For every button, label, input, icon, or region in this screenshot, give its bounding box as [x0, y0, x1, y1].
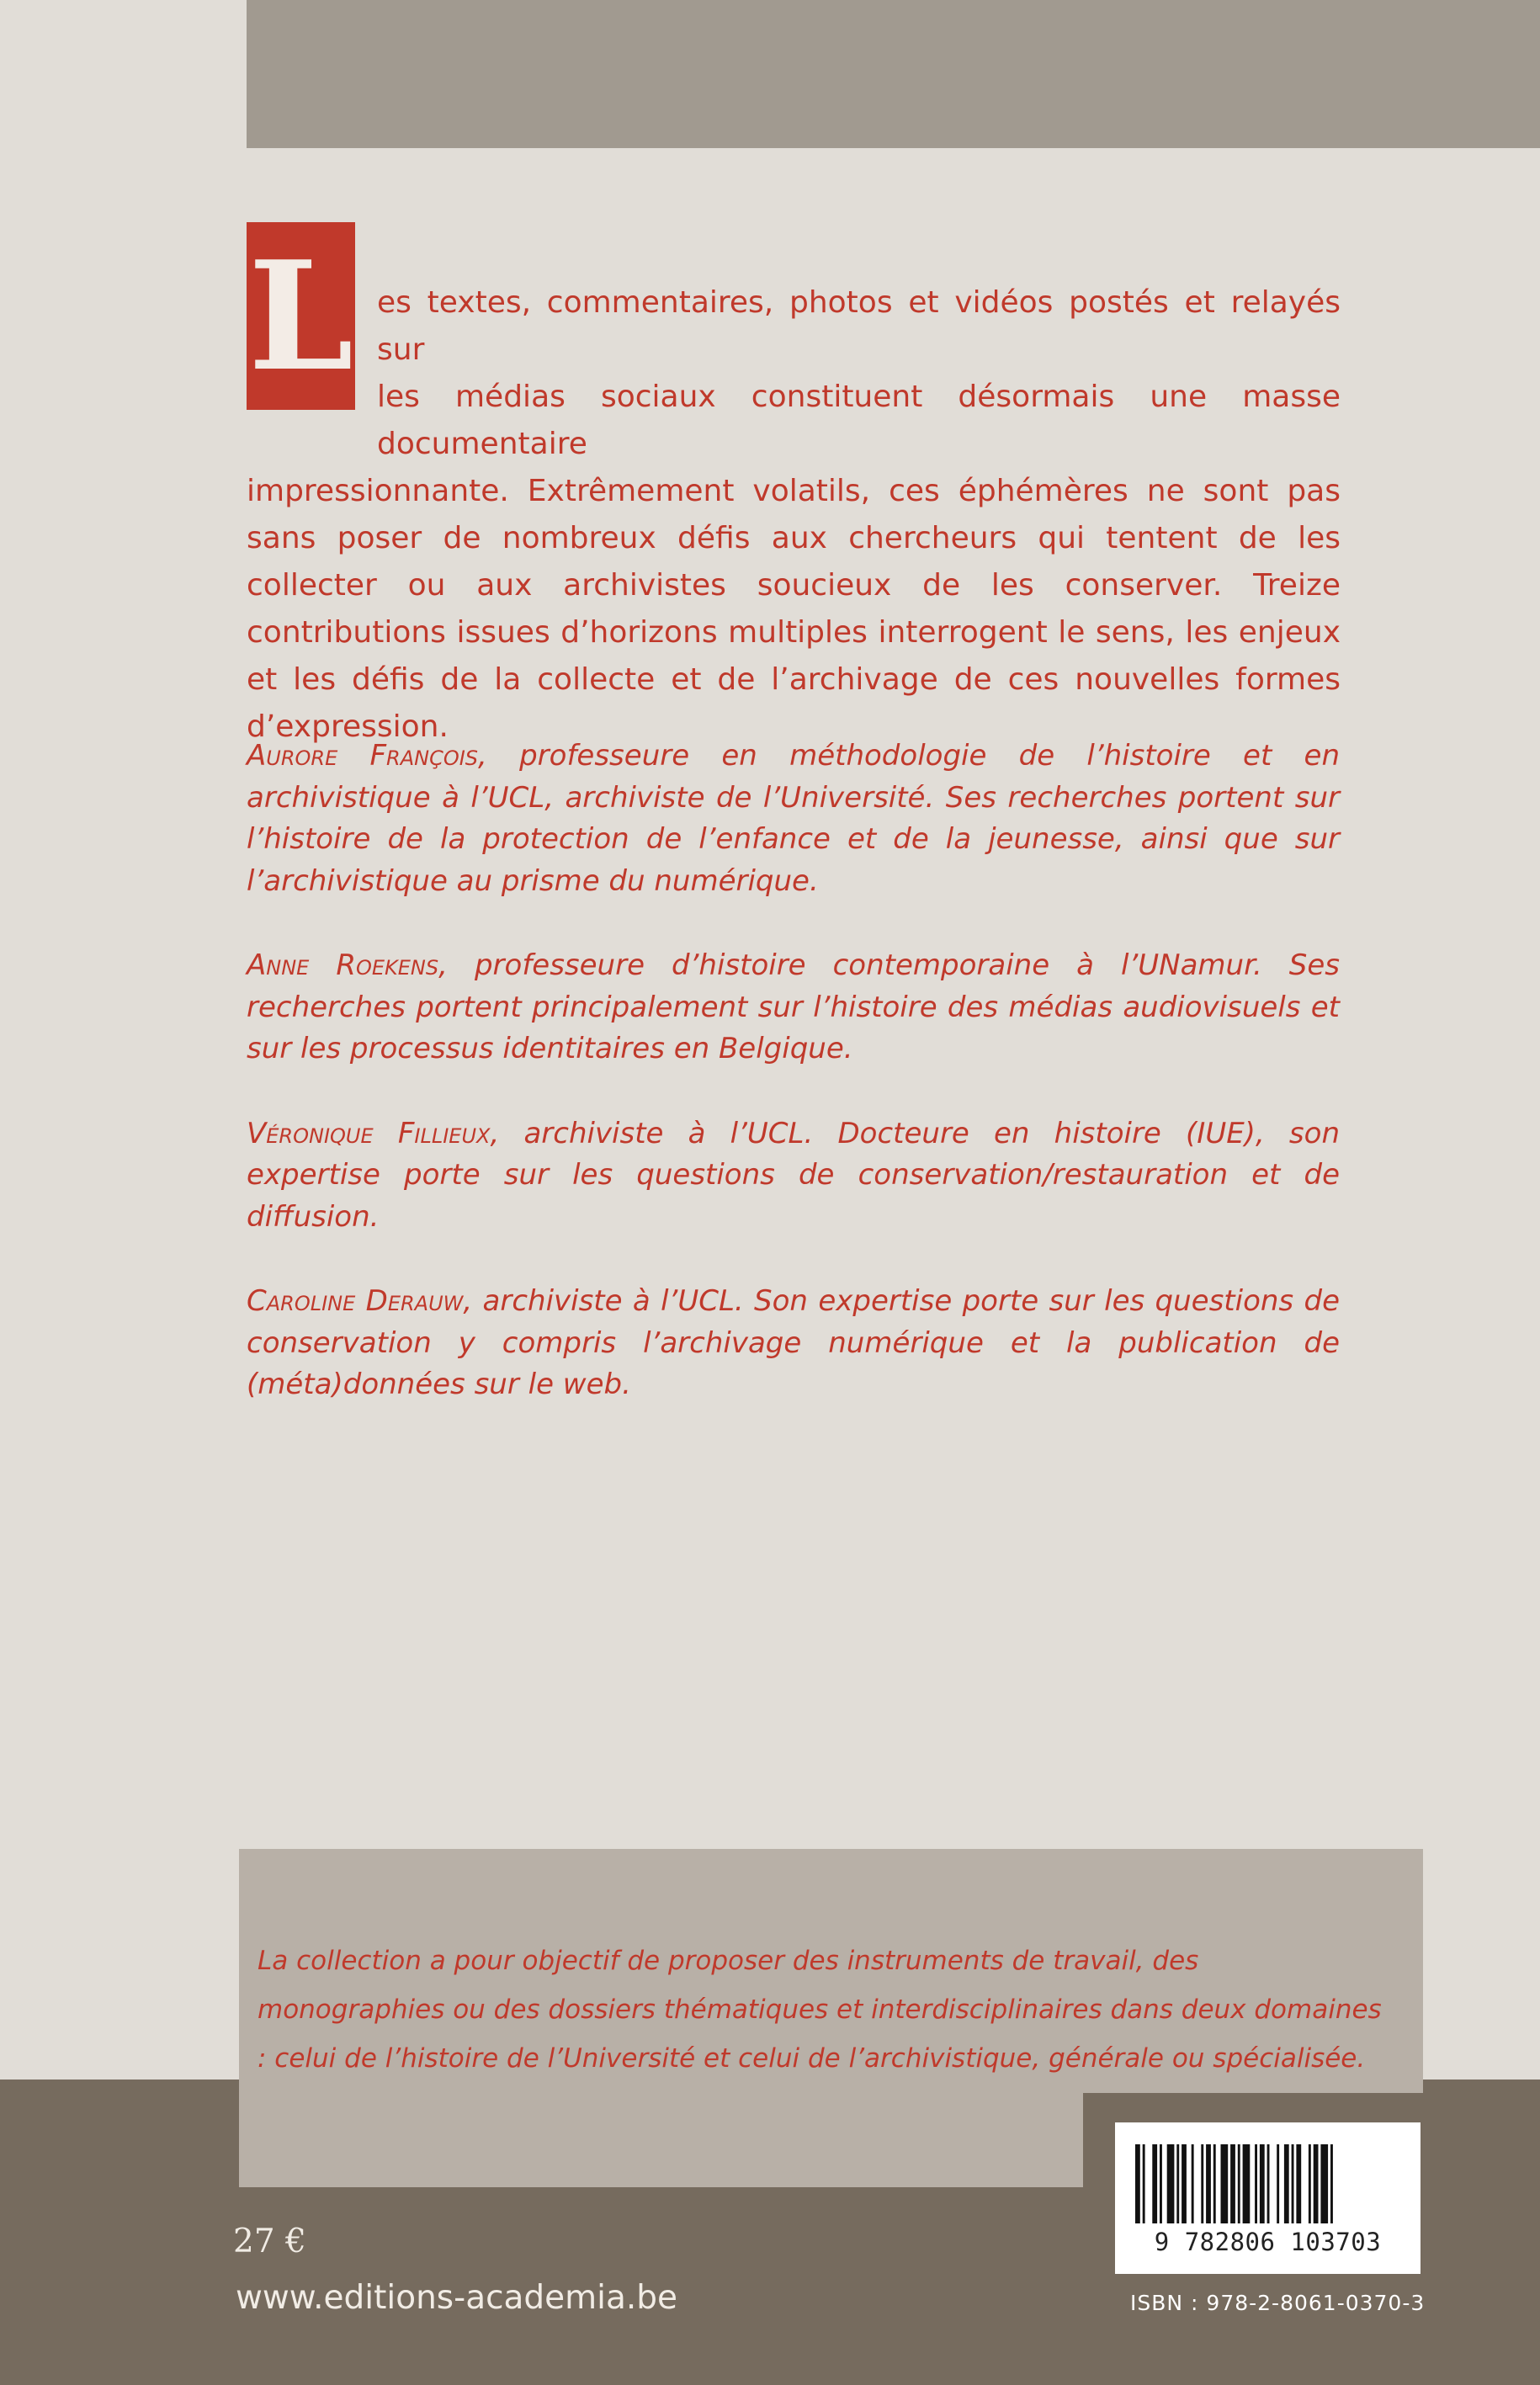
bio-aurore-francois — [247, 736, 1340, 902]
barcode-bar — [1320, 2144, 1328, 2223]
barcode-bar — [1160, 2144, 1162, 2223]
barcode-bar — [1135, 2144, 1140, 2223]
barcode-digits: 9 782806 103703 — [1154, 2228, 1382, 2256]
barcode-bar — [1260, 2144, 1265, 2223]
barcode-bar — [1296, 2144, 1301, 2223]
barcode-bar — [1206, 2144, 1211, 2223]
author-name: Véronique Fillieux — [247, 1116, 491, 1150]
author-name: Anne Roekens — [247, 948, 439, 982]
intro-rest: impressionnante. Extrêmement volatils, ces éphémères ne sont pas sans poser de nombreux défis aux chercheurs qui tentent de les collecter ou aux archivistes soucieux de les conserver. Treize contributions issues d’horizons multiples interrogent le sens, les enjeux et les défis de la collecte et de l’archivage de ces nouvelles formes d’expression. — [247, 474, 1341, 744]
drop-cap-letter: L — [247, 228, 354, 404]
barcode-bar — [1176, 2144, 1179, 2223]
author-bio-text: , archiviste à l’UCL. Docteure en histoire (IUE), son expertise porte sur les questions de conservation/restauration et de diffusion. — [247, 1116, 1340, 1234]
isbn: ISBN : 978-2-8061-0370-3 — [1130, 2291, 1426, 2315]
bio-veronique-fillieux — [247, 1113, 1340, 1239]
barcode-bar — [1213, 2144, 1216, 2223]
intro-line-2: les médias sociaux constituent désormais une masse documentaire — [377, 380, 1341, 461]
barcode-bar — [1255, 2144, 1257, 2223]
barcode-bar — [1201, 2144, 1203, 2223]
barcode-bar — [1267, 2144, 1270, 2223]
author-bio-text: , professeure d’histoire contemporaine à l’UNamur. Ses recherches portent principalement sur l’histoire des médias audiovisuels et sur les processus identitaires en Belgique. — [247, 948, 1340, 1065]
barcode-bar — [1221, 2144, 1229, 2223]
barcode-bar — [1238, 2144, 1240, 2223]
collection-description: La collection a pour objectif de proposer des instruments de travail, des monographies ou des dossiers thématiques et interdisciplinaires dans deux domaines : celui de l’histoire de l’Université et celui de l’archivistique, générale ou spécialisée. — [258, 1946, 1382, 2074]
barcode-bar — [1192, 2144, 1194, 2223]
intro-line-1: es textes, commentaires, photos et vidéos postés et relayés sur — [377, 285, 1341, 367]
bio-anne-roekens — [247, 945, 1340, 1070]
bio-caroline-derauw — [247, 1281, 1340, 1406]
author-bio-text: , professeure en méthodologie de l’histoire et en archivistique à l’UCL, archiviste de l’Université. Ses recherches portent sur l’histoire de la protection de l’enfance et de la jeunesse, ainsi que sur l’archivistique au prisme du numérique. — [247, 739, 1341, 898]
barcode-bar — [1314, 2144, 1319, 2223]
barcode-bar — [1182, 2144, 1187, 2223]
price: 27 € — [233, 2223, 306, 2260]
barcode-bar — [1330, 2144, 1333, 2223]
barcode-bar — [1284, 2144, 1289, 2223]
barcode-bar — [1277, 2144, 1279, 2223]
barcode — [1115, 2122, 1421, 2274]
barcode-bar — [1143, 2144, 1145, 2223]
barcode-bar — [1152, 2144, 1157, 2223]
author-name: Aurore François — [247, 739, 479, 773]
author-name: Caroline Derauw — [247, 1284, 464, 1318]
barcode-bar — [1230, 2144, 1235, 2223]
barcode-bar — [1292, 2144, 1294, 2223]
intro-paragraph — [247, 279, 1341, 751]
author-bios — [247, 736, 1340, 1449]
top-band — [247, 0, 1540, 148]
barcode-bar — [1243, 2144, 1251, 2223]
publisher-website: www.editions-academia.be — [236, 2279, 678, 2317]
barcode-bar — [1309, 2144, 1311, 2223]
author-bio-text: , archiviste à l’UCL. Son expertise porte sur les questions de conservation y compris l’archivage numérique et la publication de (méta)données sur le web. — [247, 1284, 1340, 1401]
barcode-bar — [1167, 2144, 1175, 2223]
